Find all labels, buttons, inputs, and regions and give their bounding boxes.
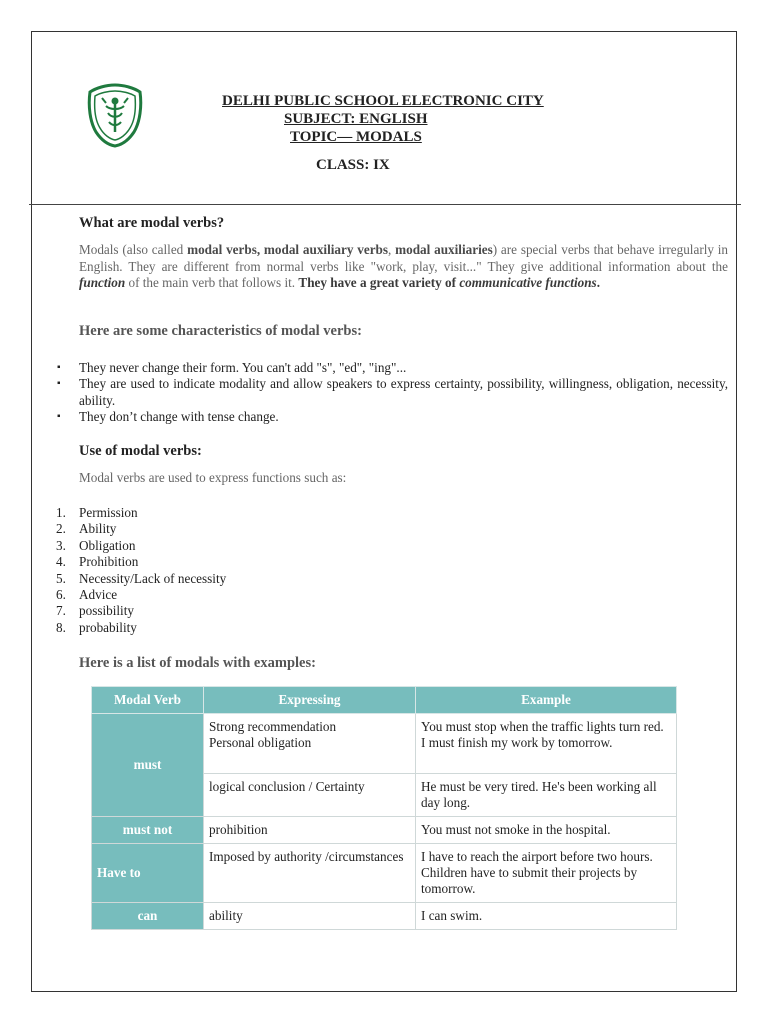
expressing-cell bbox=[204, 714, 416, 774]
school-name: DELHI PUBLIC SCHOOL ELECTRONIC CITY bbox=[222, 93, 544, 109]
para-bold: . bbox=[596, 275, 600, 290]
list-item: 4. Prohibition bbox=[56, 554, 139, 570]
para-bold: modal auxiliaries bbox=[395, 242, 493, 257]
list-item: 7. possibility bbox=[56, 603, 134, 619]
list-item-text: Advice bbox=[79, 587, 118, 603]
characteristics-list bbox=[56, 360, 728, 425]
list-item bbox=[56, 360, 728, 376]
para-text: , bbox=[388, 242, 392, 257]
modal-cell: can bbox=[92, 903, 204, 930]
para-bold: They have a great variety of bbox=[298, 275, 457, 290]
modals-table bbox=[91, 686, 677, 930]
class-line: CLASS: IX bbox=[316, 157, 390, 173]
para-text: of the main verb that follows it. bbox=[128, 275, 296, 290]
list-item bbox=[56, 409, 728, 425]
cell-text: You must not smoke in the hospital. bbox=[421, 822, 611, 837]
para-bold-italic: function bbox=[79, 275, 126, 290]
list-item-text: They never change their form. You can't add "s", "ed", "ing"... bbox=[79, 360, 407, 375]
expressing-cell bbox=[204, 844, 416, 903]
expressing-cell bbox=[204, 903, 416, 930]
cell-text: You must stop when the traffic lights turn red. bbox=[421, 719, 664, 734]
list-item-text: Permission bbox=[79, 505, 138, 520]
header-divider bbox=[29, 204, 741, 205]
list-item-text: Obligation bbox=[79, 537, 136, 553]
topic-line: TOPIC— MODALS bbox=[290, 129, 422, 145]
list-item-text: probability bbox=[79, 619, 137, 635]
para-text: Modals (also called bbox=[79, 242, 184, 257]
square-bullet-icon: ▪ bbox=[57, 362, 61, 373]
cell-text: He must be very tired. He's been working all day long. bbox=[421, 779, 657, 810]
column-header: Example bbox=[416, 687, 677, 714]
cell-text: Personal obligation bbox=[209, 735, 312, 750]
list-item: 6. Advice bbox=[56, 587, 118, 603]
table-row bbox=[92, 844, 677, 903]
example-cell bbox=[416, 714, 677, 774]
list-item-text: They don’t change with tense change. bbox=[79, 408, 279, 424]
example-cell bbox=[416, 774, 677, 817]
section-heading-what: What are modal verbs? bbox=[79, 215, 225, 231]
cell-text: ability bbox=[209, 908, 243, 923]
table-row bbox=[92, 903, 677, 930]
section-heading-use: Use of modal verbs: bbox=[79, 443, 202, 459]
column-header: Modal Verb bbox=[92, 687, 204, 714]
list-item: 5. Necessity/Lack of necessity bbox=[56, 570, 227, 586]
use-intro: Modal verbs are used to express functions such as: bbox=[79, 470, 347, 485]
section-heading-list: Here is a list of modals with examples: bbox=[79, 655, 316, 671]
modal-cell: must bbox=[92, 714, 204, 817]
modal-definition-paragraph bbox=[79, 242, 728, 292]
list-item: 1. Permission bbox=[56, 505, 138, 520]
square-bullet-icon: ▪ bbox=[57, 410, 61, 422]
cell-text: Children have to submit their projects by tomorrow. bbox=[421, 865, 638, 896]
example-cell bbox=[416, 844, 677, 903]
expressing-cell bbox=[204, 817, 416, 844]
list-item-text: Prohibition bbox=[79, 554, 139, 570]
cell-text: I can swim. bbox=[421, 908, 483, 923]
list-item: 8. probability bbox=[56, 619, 137, 635]
cell-text: logical conclusion / Certainty bbox=[209, 779, 365, 794]
square-bullet-icon: ▪ bbox=[57, 378, 61, 390]
para-bold-italic: communicative functions bbox=[459, 275, 597, 290]
list-item bbox=[56, 376, 728, 409]
section-heading-characteristics: Here are some characteristics of modal verbs: bbox=[79, 323, 362, 339]
list-item: 2. Ability bbox=[56, 521, 117, 537]
para-bold: modal verbs, modal auxiliary verbs bbox=[187, 242, 389, 257]
modal-cell: must not bbox=[92, 817, 204, 844]
cell-text: Strong recommendation bbox=[209, 719, 337, 734]
list-item-text: Ability bbox=[79, 521, 117, 537]
para-text: ) are special verbs that behave irregularly in English. They are different from normal verbs like "work, play, visit..." They give additional information about the bbox=[79, 242, 729, 274]
column-header: Expressing bbox=[204, 687, 416, 714]
example-cell bbox=[416, 903, 677, 930]
cell-text: Imposed by authority /circumstances bbox=[209, 849, 404, 864]
list-item-text: They are used to indicate modality and allow speakers to express certainty, possibility, willingness, obligation, necessity, ability. bbox=[79, 376, 728, 408]
cell-text: prohibition bbox=[209, 822, 268, 837]
table-row bbox=[92, 714, 677, 774]
cell-text: I have to reach the airport before two hours. bbox=[421, 849, 653, 864]
cell-text: I must finish my work by tomorrow. bbox=[421, 735, 613, 750]
table-row bbox=[92, 817, 677, 844]
list-item-text: possibility bbox=[79, 603, 134, 619]
list-item: 3. Obligation bbox=[56, 537, 136, 553]
list-item-text: Necessity/Lack of necessity bbox=[79, 570, 227, 586]
subject-line: SUBJECT: ENGLISH bbox=[284, 111, 428, 127]
example-cell bbox=[416, 817, 677, 844]
expressing-cell bbox=[204, 774, 416, 817]
school-crest-icon bbox=[84, 82, 146, 148]
functions-list bbox=[56, 505, 226, 636]
table-header-row bbox=[92, 687, 677, 714]
modal-cell: Have to bbox=[92, 844, 204, 903]
